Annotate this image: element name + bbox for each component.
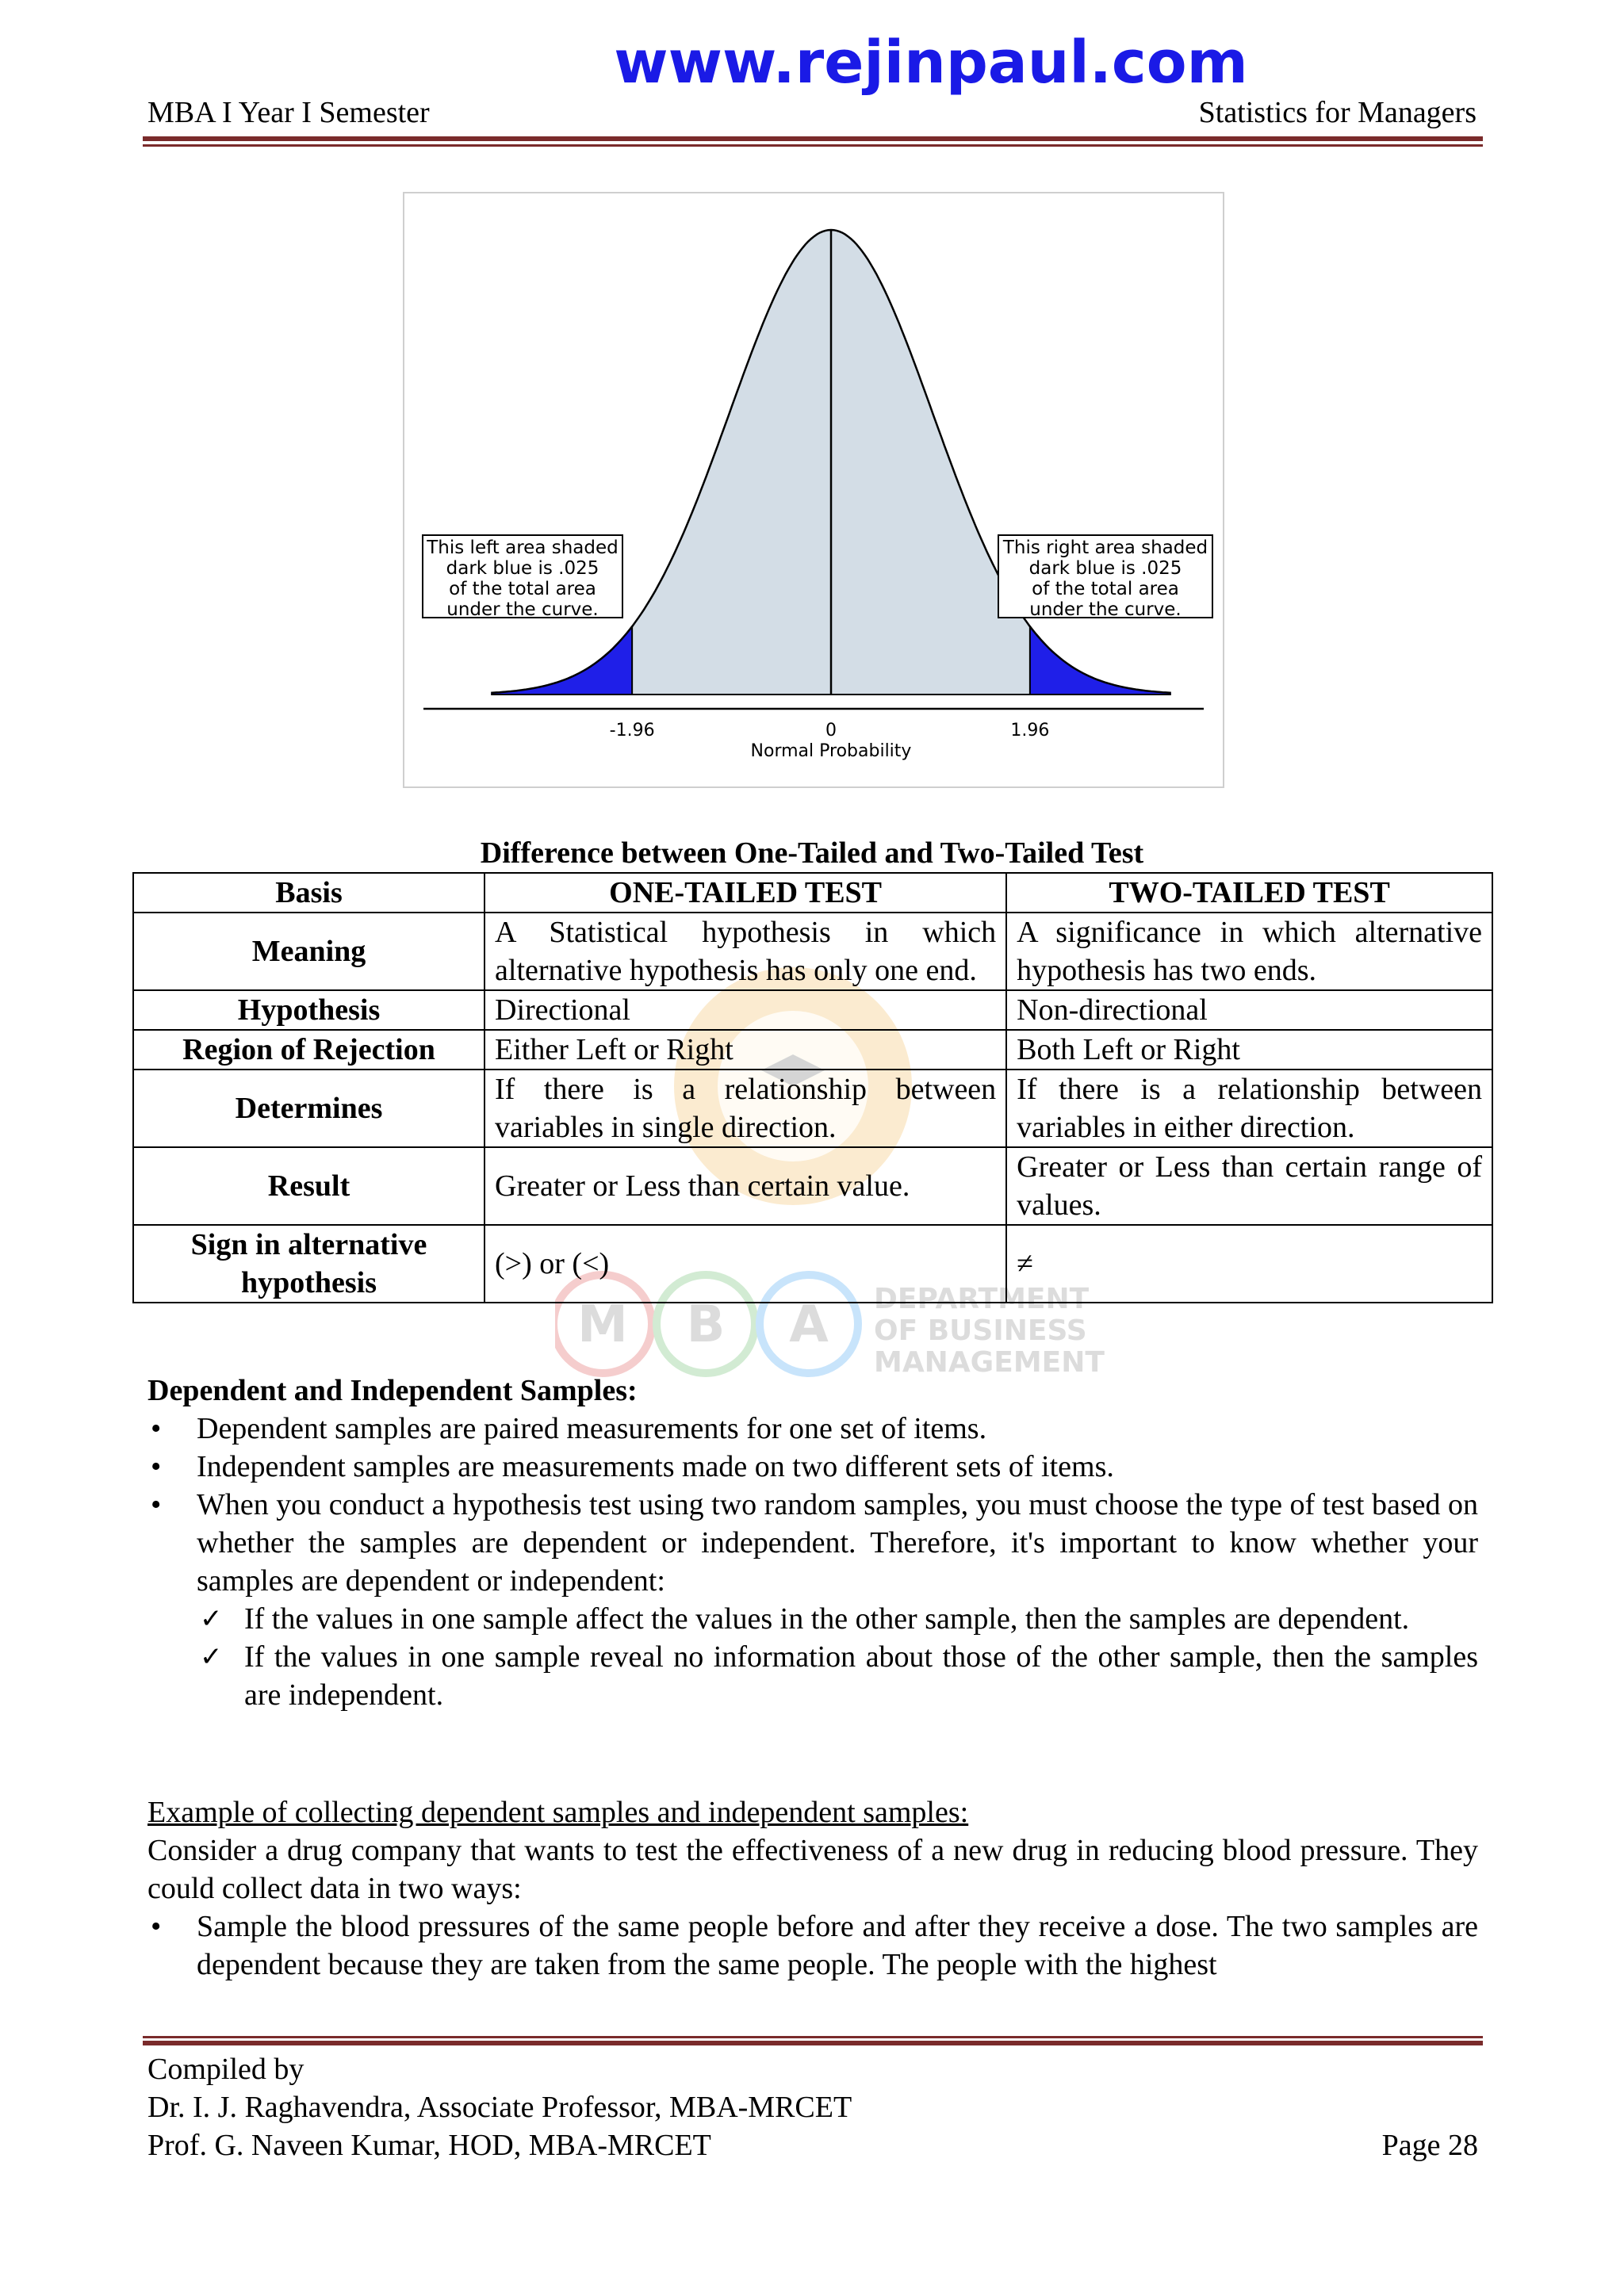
right-tail-area	[1030, 626, 1171, 695]
example-bullets	[147, 1908, 1478, 1984]
row-one-tailed: Greater or Less than certain value.	[485, 1147, 1006, 1225]
row-two-tailed: A significance in which alternative hypothesis has two ends.	[1006, 913, 1492, 990]
header-subject: Statistics for Managers	[1198, 96, 1477, 129]
watermark-letter-b: B	[686, 1295, 726, 1354]
example-intro: Consider a drug company that wants to test the effectiveness of a new drug in reducing blood pressure. They could collect data in two ways:	[147, 1834, 1478, 1905]
samples-section	[147, 1372, 1478, 1714]
checkmark-icon: ✓	[200, 1641, 223, 1673]
samples-heading: Dependent and Independent Samples:	[147, 1374, 638, 1407]
watermark-line3: MANAGEMENT	[874, 1346, 1105, 1379]
tick-label-zero: 0	[825, 721, 837, 740]
row-two-tailed: Greater or Less than certain range of values.	[1006, 1147, 1492, 1225]
row-one-tailed: Directional	[485, 990, 1006, 1030]
footer-author-1: Dr. I. J. Raghavendra, Associate Professor, MBA-MRCET	[147, 2091, 852, 2124]
header-rule	[143, 136, 1483, 141]
watermark-letter-m: M	[577, 1295, 628, 1354]
list-item: • Independent samples are measurements made on two different sets of items.	[147, 1448, 1478, 1486]
row-one-tailed: A Statistical hypothesis in which alternative hypothesis has only one end.	[485, 913, 1006, 990]
header-course: MBA I Year I Semester	[147, 96, 430, 129]
row-two-tailed: ≠	[1006, 1225, 1492, 1303]
tick-label-pos196: 1.96	[1010, 721, 1050, 740]
table-row	[133, 1070, 1492, 1147]
row-basis: Sign in alternative hypothesis	[133, 1225, 485, 1303]
watermark-letter-a: A	[789, 1295, 829, 1354]
row-basis: Result	[133, 1147, 485, 1225]
table-title: Difference between One-Tailed and Two-Tailed Test	[480, 836, 1144, 870]
header-basis: Basis	[133, 873, 485, 913]
left-tail-area	[491, 626, 632, 695]
normal-curve-chart	[404, 193, 1223, 786]
footer-rule-thin	[143, 2036, 1483, 2038]
table-row	[133, 1225, 1492, 1303]
table-row	[133, 913, 1492, 990]
row-two-tailed: Both Left or Right	[1006, 1030, 1492, 1070]
list-item: • Sample the blood pressures of the same people before and after they receive a dose. The two samples are dependent because they are taken from the same people. The people with the highest	[147, 1908, 1478, 1984]
watermark-line1: DEPARTMENT	[874, 1283, 1090, 1315]
footer-author-2: Prof. G. Naveen Kumar, HOD, MBA-MRCET	[147, 2129, 711, 2162]
table-row	[133, 1030, 1492, 1070]
list-item: • Dependent samples are paired measurements for one set of items.	[147, 1410, 1478, 1448]
checkmark-icon: ✓	[200, 1603, 223, 1635]
row-basis: Hypothesis	[133, 990, 485, 1030]
table-header-row	[133, 873, 1492, 913]
x-axis-label: Normal Probability	[750, 741, 912, 761]
list-item: ✓ If the values in one sample reveal no information about those of the other sample, then the samples are independent.	[195, 1638, 1478, 1714]
row-one-tailed: Either Left or Right	[485, 1030, 1006, 1070]
samples-checklist	[195, 1600, 1478, 1714]
table-row	[133, 1147, 1492, 1225]
row-one-tailed: (>) or (<)	[485, 1225, 1006, 1303]
row-two-tailed: If there is a relationship between variables in either direction.	[1006, 1070, 1492, 1147]
row-one-tailed: If there is a relationship between variables in single direction.	[485, 1070, 1006, 1147]
footer-compiled-by: Compiled by	[147, 2053, 304, 2086]
table-row	[133, 990, 1492, 1030]
footer-rule	[143, 2041, 1483, 2045]
site-url[interactable]: www.rejinpaul.com	[614, 29, 1248, 97]
row-basis: Region of Rejection	[133, 1030, 485, 1070]
left-tail-callout: This left area shaded dark blue is .025 of the total area under the curve.	[422, 534, 623, 618]
list-item: • When you conduct a hypothesis test using two random samples, you must choose the type of test based on whether the samples are dependent or independent. Therefore, it's important to know whether your samples are dependent or independent: ✓ If the values in one sample affect the values in the other sample, then the samples are dependent. ✓ If the values in one sample reveal no information about those of the other sample, then the samples are independent.	[147, 1486, 1478, 1714]
right-tail-callout: This right area shaded dark blue is .025 of the total area under the curve.	[998, 534, 1213, 618]
samples-bullets	[147, 1410, 1478, 1714]
row-basis: Meaning	[133, 913, 485, 990]
footer-credits	[147, 2050, 852, 2164]
example-heading: Example of collecting dependent samples and independent samples:	[147, 1796, 969, 1829]
normal-curve-figure	[403, 192, 1224, 788]
comparison-table	[132, 872, 1493, 1303]
row-basis: Determines	[133, 1070, 485, 1147]
tick-label-neg196: -1.96	[609, 721, 655, 740]
header-rule-thin	[143, 144, 1483, 147]
example-section	[147, 1793, 1478, 1984]
page-number: Page 28	[1381, 2129, 1478, 2162]
list-item: ✓ If the values in one sample affect the values in the other sample, then the samples are dependent.	[195, 1600, 1478, 1638]
header-two-tailed: TWO-TAILED TEST	[1006, 873, 1492, 913]
row-two-tailed: Non-directional	[1006, 990, 1492, 1030]
header-one-tailed: ONE-TAILED TEST	[485, 873, 1006, 913]
watermark-line2: OF BUSINESS	[874, 1314, 1087, 1347]
